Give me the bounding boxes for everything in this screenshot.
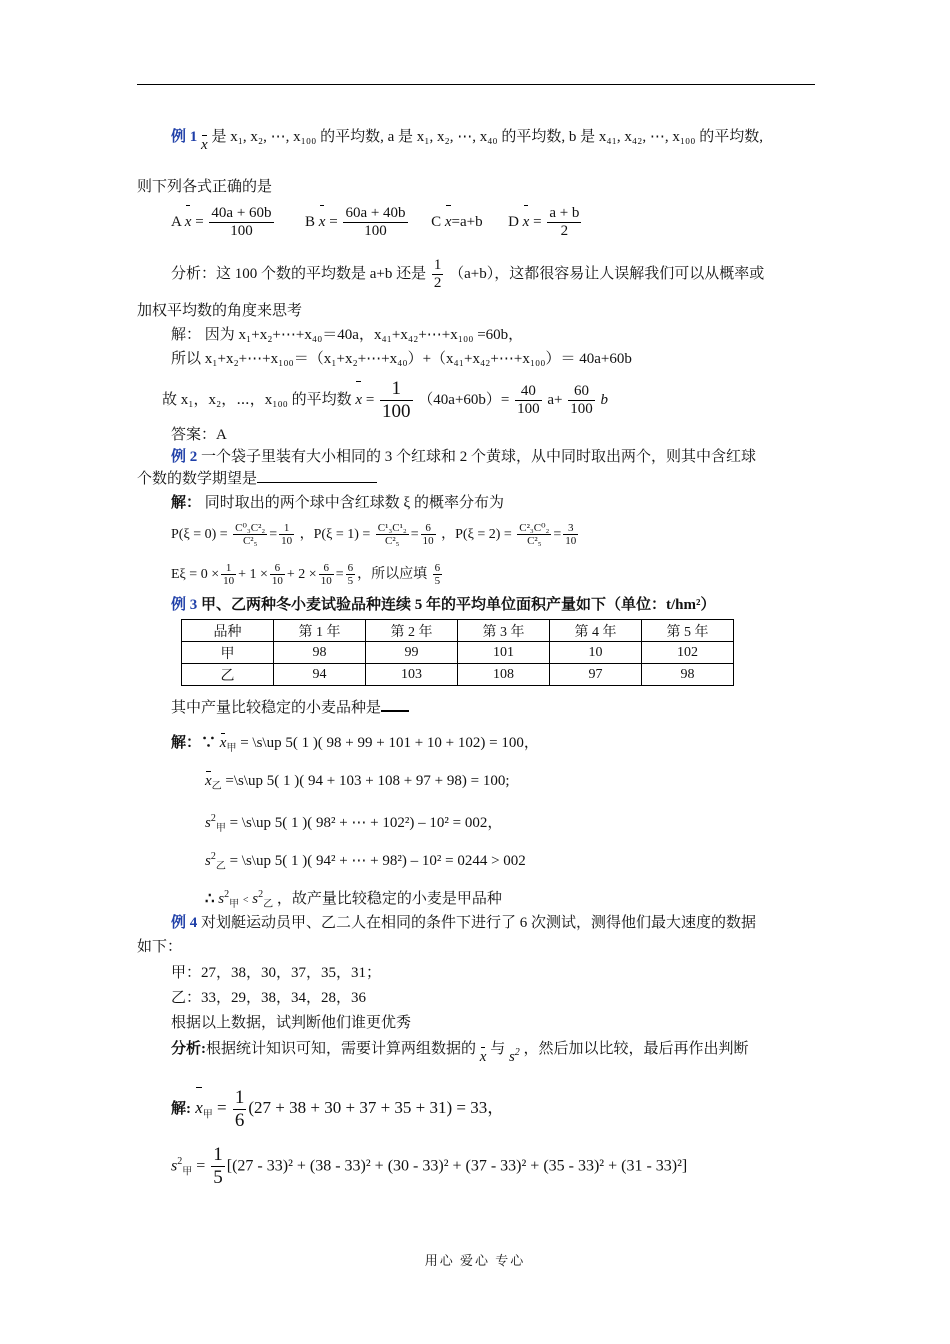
table-header: 第 5 年 bbox=[642, 620, 734, 642]
ex4-judge: 根据以上数据，试判断他们谁更优秀 bbox=[171, 1015, 412, 1031]
ex1-analysis-part1: 分析：这 100 个数的平均数是 a+b 还是 bbox=[171, 266, 427, 282]
ex2-stem-line bbox=[137, 446, 851, 468]
ex2-sol1: 同时取出的两个球中含红球数 ξ 的概率分布为 bbox=[204, 495, 504, 511]
subscript-jia: 甲 bbox=[202, 1109, 213, 1121]
ex3-sol-line-2 bbox=[205, 770, 885, 798]
x-bar-symbol: x bbox=[319, 204, 326, 240]
ex4-mean-expr: (27 + 38 + 30 + 37 + 35 + 31) = 33， bbox=[248, 1098, 505, 1117]
option-d-label: D bbox=[508, 214, 519, 230]
ex2-label: 例 2 bbox=[171, 449, 198, 465]
subscript-yi: 乙 bbox=[211, 781, 222, 792]
ex4-stem-line bbox=[137, 912, 851, 934]
ex3-sol-line-4: $s^2_乙$ = \s\up 5( 1 )( 94² + ⋯ + 98²) – 10² = 0244 > 002 bbox=[205, 851, 526, 872]
table-cell: 108 bbox=[458, 664, 550, 686]
p2-comb-fraction: $\frac{\text{C²₃C⁰₂}}{\text{C²₅}}$ bbox=[519, 521, 550, 548]
ex1-answer: 答案：A bbox=[171, 427, 227, 443]
ex1-options: A x = $\frac{40a + 60b}{100}$ B x = $\frac{60a + 40b}{100}$ C x=a+b D x = $\frac{a + b}{2}$ bbox=[171, 204, 580, 240]
answer-blank bbox=[381, 696, 409, 712]
table-cell: 10 bbox=[550, 642, 642, 664]
e-eq: = bbox=[335, 567, 344, 582]
s-squared-symbol: s bbox=[205, 815, 211, 831]
subscript-jia: 甲 bbox=[182, 1166, 193, 1178]
one-fifth-fraction: $\frac{1}{5}$ bbox=[213, 1144, 223, 1189]
ex4-analysis: 根据统计知识可知，需要计算两组数据的 bbox=[206, 1041, 477, 1057]
ex4-analysis-mid: 与 bbox=[490, 1041, 506, 1057]
ex4-stem2: 如下： bbox=[137, 939, 183, 955]
ex3-title-line bbox=[137, 594, 851, 616]
ex4-yi-data: 乙：33，29，38，34，28，36 bbox=[171, 990, 367, 1006]
ex3-sol-line-3: $s^2_甲$ = \s\up 5( 1 )( 98² + ⋯ + 102²) – 10² = 002， bbox=[205, 813, 503, 834]
ex4-analysis-line bbox=[137, 1038, 851, 1068]
ex3-mean-jia: = \s\up 5( 1 )( 98 + 99 + 101 + 10 + 102) = 100， bbox=[240, 735, 539, 751]
ex1-label: 例 1 bbox=[171, 129, 198, 145]
ex3-title: 甲、乙两种冬小麦试验品种连续 5 年的平均单位面积产量如下（单位：t/hm²） bbox=[201, 597, 716, 613]
ex2-probabilities bbox=[137, 518, 851, 552]
ex1-sol3-a: a+ bbox=[547, 391, 563, 408]
ex3-mean-yi: =\s\up 5( 1 )( 94 + 103 + 108 + 97 + 98) = 100; bbox=[225, 773, 510, 789]
option-b-fraction: $\frac{60a + 40b}{100}$ bbox=[345, 204, 406, 240]
s-squared-symbol: $s^2$ bbox=[508, 1047, 520, 1065]
table-header: 第 4 年 bbox=[550, 620, 642, 642]
forty-fraction: $\frac{40}{100}$ bbox=[517, 382, 540, 417]
table-header: 第 2 年 bbox=[366, 620, 458, 642]
ex3-var-jia: = \s\up 5( 1 )( 98² + ⋯ + 102²) – 10² = 002， bbox=[229, 815, 503, 831]
ex1-solution-1: 解： 因为 x₁+x₂+⋯+x₄₀＝40a，x₄₁+x₄₂+⋯+x₁₀₀ =60b， bbox=[171, 327, 524, 343]
x-bar-symbol: x bbox=[445, 204, 452, 240]
ex3-var-yi: = \s\up 5( 1 )( 94² + ⋯ + 98²) – 10² = 0244 > 002 bbox=[229, 853, 526, 869]
answer-blank bbox=[257, 468, 377, 483]
option-b-label: B bbox=[305, 214, 316, 230]
ex1-analysis3: 加权平均数的角度来思考 bbox=[137, 303, 303, 319]
p0-lhs: P(ξ = 0) = bbox=[171, 527, 228, 542]
ex4-analysis-label: 分析: bbox=[171, 1041, 206, 1057]
table-cell: 97 bbox=[550, 664, 642, 686]
half-fraction: $\frac{1}{2}$ bbox=[433, 256, 442, 292]
x-bar-symbol: x bbox=[480, 1046, 487, 1068]
table-cell: 103 bbox=[366, 664, 458, 686]
p1-comb-fraction: $\frac{\text{C¹₃C¹₂}}{\text{C²₅}}$ bbox=[377, 521, 407, 548]
table-cell: 102 bbox=[642, 642, 734, 664]
subscript-jia: 甲 bbox=[229, 899, 240, 910]
e-answer: $\frac{6}{5}$ bbox=[434, 561, 441, 588]
table-row bbox=[182, 642, 734, 664]
ex2-expectation bbox=[137, 560, 851, 590]
e-tail: ，所以应填 bbox=[357, 567, 428, 582]
subscript-jia: 甲 bbox=[226, 743, 237, 754]
ex3-question-line bbox=[137, 696, 851, 719]
one-sixth-fraction: $\frac{1}{6}$ bbox=[234, 1086, 245, 1131]
table-header: 第 3 年 bbox=[458, 620, 550, 642]
ex4-analysis-end: ，然后加以比较，最后再作出判断 bbox=[523, 1041, 749, 1057]
table-cell: 乙 bbox=[182, 664, 274, 686]
p1-lhs: ，P(ξ = 1) = bbox=[299, 527, 371, 542]
x-bar-symbol: x bbox=[523, 204, 530, 240]
table-header: 第 1 年 bbox=[274, 620, 366, 642]
x-bar-symbol: x bbox=[220, 732, 227, 754]
ex4-sol-label: 解: bbox=[171, 1101, 191, 1117]
ex4-variance-expr: [(27 - 33)² + (38 - 33)² + (30 - 33)² + (37 - 33)² + (35 - 33)² + (31 - 33)²] bbox=[226, 1157, 688, 1175]
subscript-jia: 甲 bbox=[215, 823, 226, 834]
table-header-row bbox=[182, 620, 734, 642]
ex3-label: 例 3 bbox=[171, 597, 198, 613]
ex2-stem2-line bbox=[137, 468, 817, 490]
table-cell: 甲 bbox=[182, 642, 274, 664]
x-bar-symbol: x bbox=[355, 380, 362, 420]
table-cell: 94 bbox=[274, 664, 366, 686]
ex2-sol-label: 解： bbox=[171, 495, 202, 511]
ex1-sol3-b: b bbox=[600, 391, 608, 408]
ex1-sol3-text: 故 x₁，x₂，⋯，x₁₀₀ 的平均数 bbox=[162, 391, 352, 408]
x-bar-symbol: x bbox=[205, 770, 212, 792]
ex4-mean-eq: = bbox=[217, 1098, 227, 1117]
e-frac-1: $\frac{1}{10}$ bbox=[223, 561, 235, 588]
e-frac-2: $\frac{6}{10}$ bbox=[271, 561, 283, 588]
x-bar-symbol: x bbox=[185, 204, 192, 240]
option-c-expr: =a+b bbox=[451, 214, 483, 230]
ex2-stem: 一个袋子里装有大小相同的 3 个红球和 2 个黄球，从中同时取出两个，则其中含红球 bbox=[201, 449, 757, 465]
table-cell: 98 bbox=[274, 642, 366, 664]
ex1-stem-line bbox=[137, 126, 851, 156]
ex1-stem: 是 x₁, x₂, ⋯, x₁₀₀ 的平均数, a 是 x₁, x₂, ⋯, x₄₀ 的平均数, b 是 x₄₁, x₄₂, ⋯, x₁₀₀ 的平均数, bbox=[211, 129, 764, 145]
ex4-label: 例 4 bbox=[171, 915, 198, 931]
ex1-solution-3: 故 x₁，x₂，⋯，x₁₀₀ 的平均数 x = $\frac{1}{100}$ （40a+60b）= $\frac{40}{100}$ a+ $\frac{60}{100}$ b bbox=[162, 378, 608, 422]
option-c-label: C bbox=[431, 214, 442, 230]
ex2-solution-intro bbox=[137, 492, 851, 514]
ex3-conclusion-text: ，故产量比较稳定的小麦是甲品种 bbox=[276, 891, 502, 907]
p2-eq: = bbox=[553, 527, 562, 542]
table-cell: 98 bbox=[642, 664, 734, 686]
e-plus-1: + 1 × bbox=[238, 567, 268, 582]
table-cell: 99 bbox=[366, 642, 458, 664]
p2-lhs: ，P(ξ = 2) = bbox=[441, 527, 512, 542]
ex4-stem: 对划艇运动员甲、乙二人在相同的条件下进行了 6 次测试，测得他们最大速度的数据 bbox=[201, 915, 757, 931]
p1-eq: = bbox=[410, 527, 419, 542]
p1-result: $\frac{6}{10}$ bbox=[422, 521, 434, 548]
subscript-yi: 乙 bbox=[215, 861, 226, 872]
ex4-mean-line bbox=[137, 1086, 851, 1137]
ex3-sol-label: 解：∵ bbox=[171, 735, 217, 751]
ex4-variance-line: $s^2_甲$ = $\frac{1}{5}$ [(27 - 33)² + (38 - 33)² + (30 - 33)² + (37 - 33)² + (35 - 33)² + (31 - 33)²] bbox=[171, 1144, 688, 1189]
ex1-stem2: 则下列各式正确的是 bbox=[137, 179, 273, 195]
ex1-solution-2: 所以 x₁+x₂+⋯+x₁₀₀＝（x₁+x₂+⋯+x₄₀）+（x₄₁+x₄₂+⋯+x₁₀₀）＝ 40a+60b bbox=[171, 351, 632, 367]
e-result: $\frac{6}{5}$ bbox=[347, 561, 354, 588]
x-bar-symbol: x bbox=[201, 134, 208, 156]
ex1-analysis-part2: （a+b），这都很容易让人误解我们可以从概率或 bbox=[449, 266, 765, 282]
p2-result: $\frac{3}{10}$ bbox=[565, 521, 577, 548]
s-squared-symbol: s bbox=[205, 853, 211, 869]
p0-comb-fraction: $\frac{\text{C⁰₃C²₂}}{\text{C²₅}}$ bbox=[235, 521, 266, 548]
e-frac-3: $\frac{6}{10}$ bbox=[320, 561, 332, 588]
page-footer: 用心 爱心 专心 bbox=[424, 1253, 526, 1268]
subscript-yi: 乙 bbox=[263, 899, 274, 910]
sixty-fraction: $\frac{60}{100}$ bbox=[570, 382, 593, 417]
ex1-analysis bbox=[137, 256, 851, 292]
yield-table bbox=[181, 619, 734, 686]
ex3-sol-line-1 bbox=[137, 732, 851, 760]
p0-result: $\frac{1}{10}$ bbox=[281, 521, 293, 548]
option-a-fraction: $\frac{40a + 60b}{100}$ bbox=[211, 204, 272, 240]
ex1-sol3-paren: （40a+60b）= bbox=[418, 391, 510, 408]
ex2-stem2: 个数的数学期望是 bbox=[137, 471, 258, 487]
option-d-fraction: $\frac{a + b}{2}$ bbox=[549, 204, 580, 240]
table-header: 品种 bbox=[182, 620, 274, 642]
table-row bbox=[182, 664, 734, 686]
one-hundredth-fraction: $\frac{1}{100}$ bbox=[382, 378, 411, 422]
ex3-question: 其中产量比较稳定的小麦品种是 bbox=[171, 700, 382, 716]
table-cell: 101 bbox=[458, 642, 550, 664]
p0-eq: = bbox=[269, 527, 278, 542]
ex3-conclusion: ∴ $s^2_甲 < s^2_乙$ ，故产量比较稳定的小麦是甲品种 bbox=[205, 889, 502, 910]
option-a-label: A bbox=[171, 214, 182, 230]
ex4-jia-data: 甲：27，38，30，37，35，31； bbox=[171, 965, 382, 981]
header-rule bbox=[137, 84, 815, 85]
e-lhs: Eξ = 0 × bbox=[171, 567, 220, 582]
x-bar-symbol: x bbox=[195, 1086, 203, 1130]
e-plus-2: + 2 × bbox=[286, 567, 317, 582]
